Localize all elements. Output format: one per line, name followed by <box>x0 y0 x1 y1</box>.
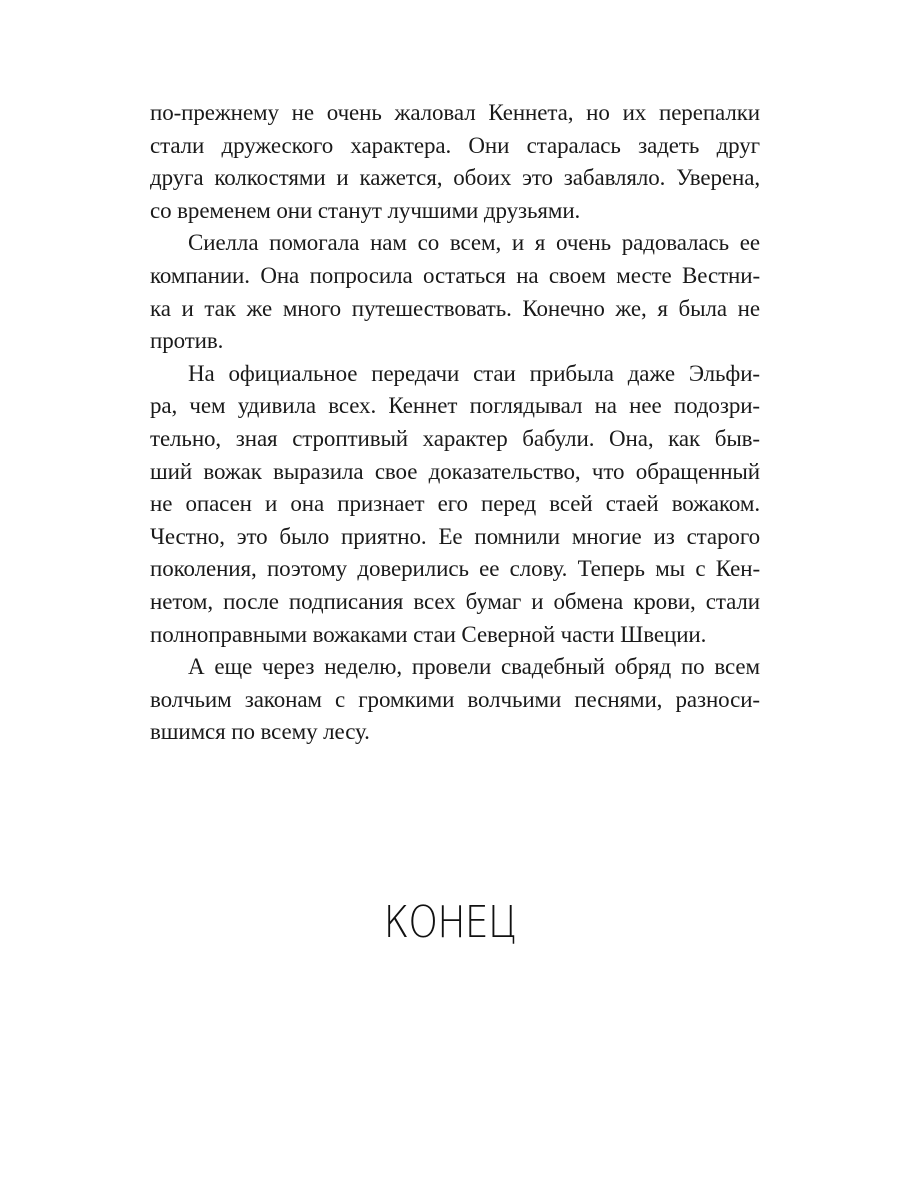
text-line: А еще через неделю, провели свадебный обряд по всем <box>188 654 760 680</box>
text-line: друга колкостями и кажется, обоих это забавляло. Уверена, <box>150 165 760 191</box>
text-line: ший вожак выразила свое доказательство, что обращенный <box>150 458 760 484</box>
text-line: ка и так же много путешествовать. Конечно же, я была не <box>150 295 760 321</box>
text-line: по-прежнему не очень жаловал Кеннета, но их перепалки <box>150 100 760 125</box>
text-line: со временем они станут лучшими друзьями. <box>150 197 581 223</box>
paragraph <box>150 97 760 227</box>
text-line: ра, чем удивила всех. Кеннет поглядывал на нее подозри- <box>150 393 760 419</box>
paragraph <box>150 651 760 749</box>
end-title: КОНЕЦ <box>383 897 517 948</box>
text-line: На официальное передачи стаи прибыла даже Эльфи- <box>188 360 760 386</box>
text-line: Сиелла помогала нам со всем, и я очень радовалась ее <box>188 230 760 256</box>
body-text <box>150 97 760 749</box>
text-line: вшимся по всему лесу. <box>150 719 370 745</box>
text-line: компании. Она попросила остаться на своем месте Вестни- <box>150 262 760 288</box>
text-line: волчьим законам с громкими волчьими песнями, разноси- <box>150 686 760 712</box>
text-line: Честно, это было приятно. Ее помнили многие из старого <box>150 523 760 549</box>
text-line: полноправными вожаками стаи Северной части Швеции. <box>150 621 707 647</box>
text-line: нетом, после подписания всех бумаг и обмена крови, стали <box>150 588 760 614</box>
paragraph <box>150 227 760 357</box>
text-line: поколения, поэтому доверились ее слову. Теперь мы с Кен- <box>150 556 760 582</box>
paragraph <box>150 358 760 651</box>
text-line: тельно, зная строптивый характер бабули. Она, как быв- <box>150 425 760 451</box>
text-line: против. <box>150 328 224 354</box>
text-line: не опасен и она признает его перед всей стаей вожаком. <box>150 491 760 517</box>
text-line: стали дружеского характера. Они старалась задеть друг <box>150 132 760 158</box>
